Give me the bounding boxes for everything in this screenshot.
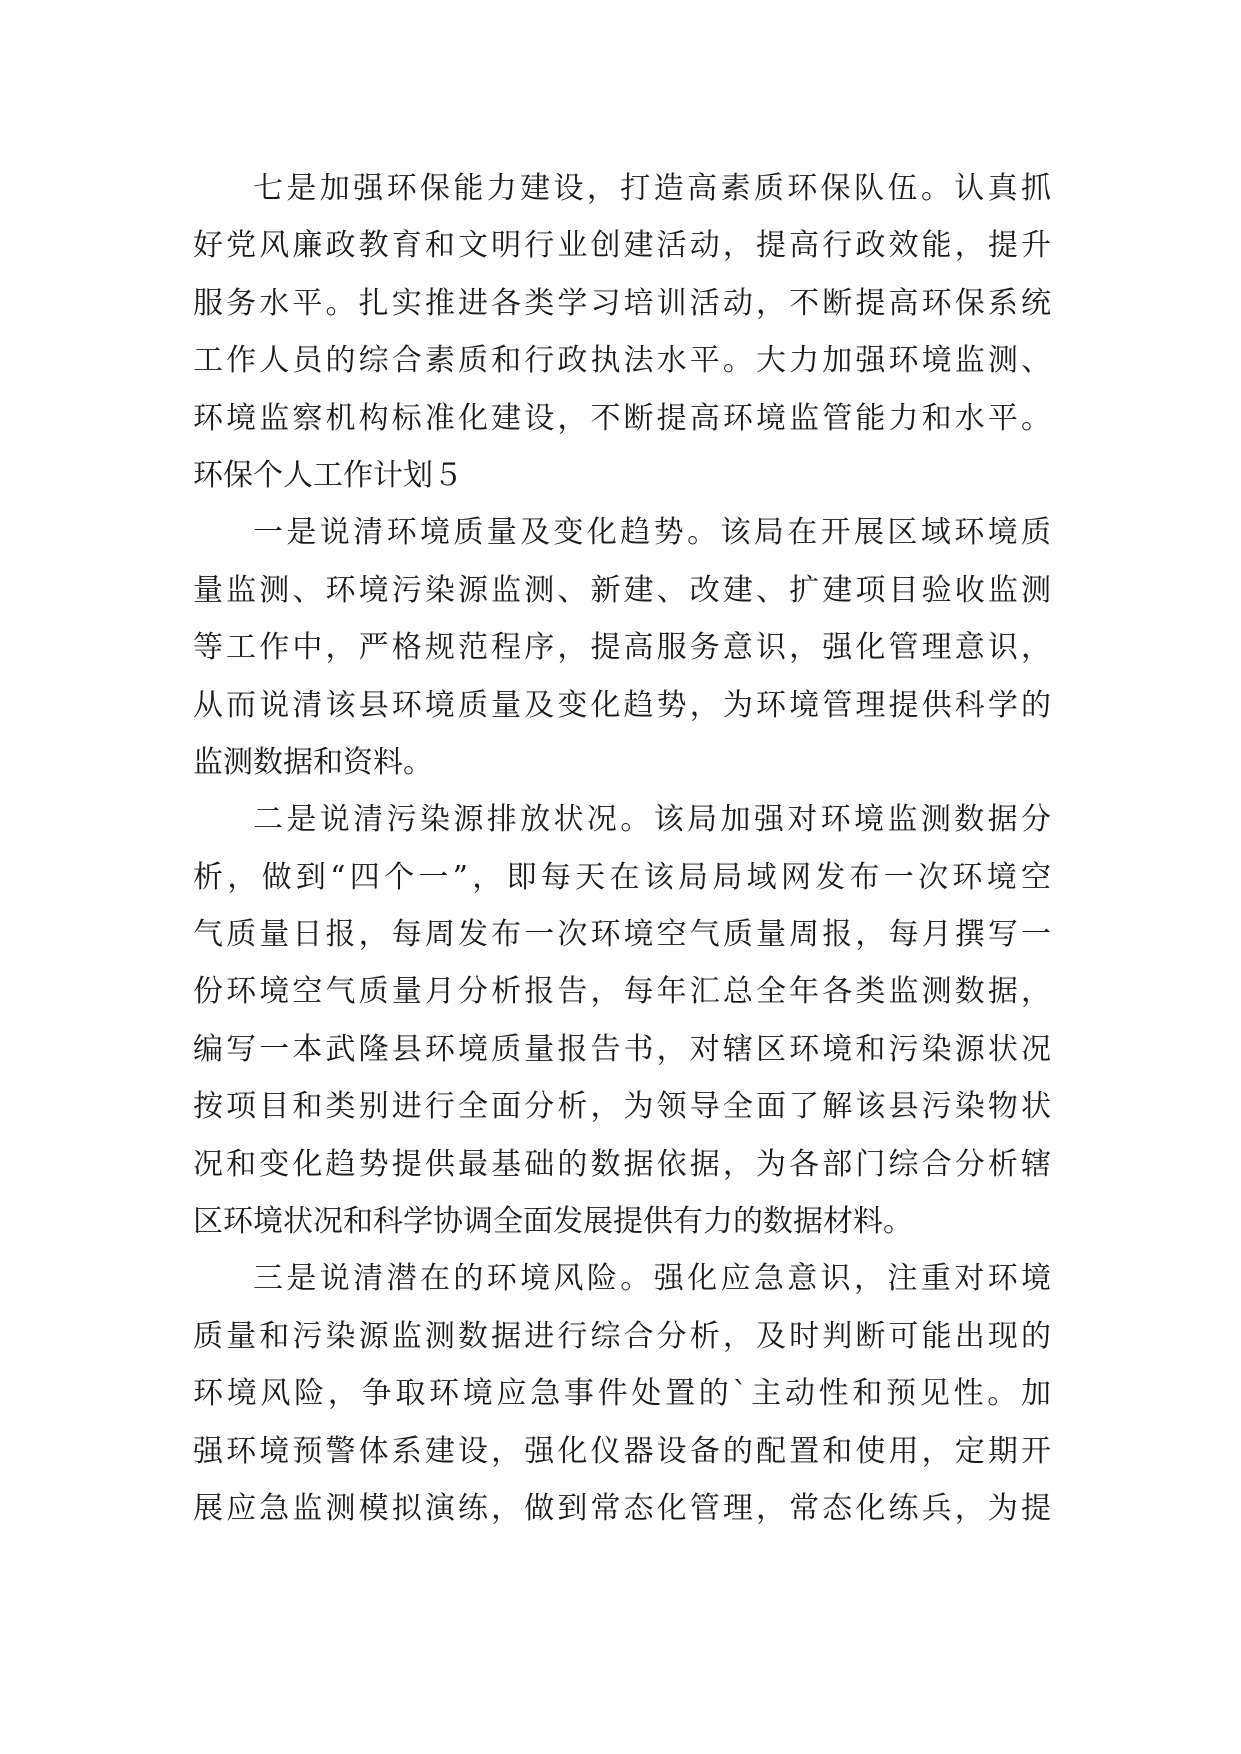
text-line: 服务水平。扎实推进各类学习培训活动，不断提高环保系统 [193,285,1051,321]
text-line: 展应急监测模拟演练，做到常态化管理，常态化练兵，为提 [193,1490,1051,1526]
text-line: 析，做到“四个一”，即每天在该局局域网发布一次环境空 [193,859,1051,895]
text-line: 二是说清污染源排放状况。该局加强对环境监测数据分 [253,802,1051,838]
text-line: 工作人员的综合素质和行政执法水平。大力加强环境监测、 [193,343,1051,379]
text-line: 等工作中，严格规范程序，提高服务意识，强化管理意识， [193,630,1051,666]
text-line: 编写一本武隆县环境质量报告书，对辖区环境和污染源状况 [193,1031,1051,1067]
text-line: 量监测、环境污染源监测、新建、改建、扩建项目验收监测 [193,572,1051,608]
text-line: 按项目和类别进行全面分析，为领导全面了解该县污染物状 [193,1089,1051,1125]
text-line: 环境风险，争取环境应急事件处置的`主动性和预见性。加 [193,1376,1051,1412]
text-line: 份环境空气质量月分析报告，每年汇总全年各类监测数据， [193,974,1051,1010]
text-line: 环境监察机构标准化建设，不断提高环境监管能力和水平。 [193,400,1051,436]
document-body [193,160,1051,1537]
text-line: 从而说清该县环境质量及变化趋势，为环境管理提供科学的 [193,687,1051,723]
text-line: 一是说清环境质量及变化趋势。该局在开展区域环境质 [253,515,1051,551]
text-line: 强环境预警体系建设，强化仪器设备的配置和使用，定期开 [193,1433,1051,1469]
text-line: 气质量日报，每周发布一次环境空气质量周报，每月撰写一 [193,917,1051,953]
text-line: 三是说清潜在的环境风险。强化应急意识，注重对环境 [253,1261,1051,1297]
text-line: 区环境状况和科学协调全面发展提供有力的数据材料。 [193,1204,913,1240]
text-line: 况和变化趋势提供最基础的数据依据，为各部门综合分析辖 [193,1146,1051,1182]
section-heading: 环保个人工作计划５ [193,457,463,493]
text-line: 监测数据和资料。 [193,744,433,780]
text-line: 质量和污染源监测数据进行综合分析，及时判断可能出现的 [193,1318,1051,1354]
text-line: 好党风廉政教育和文明行业创建活动，提高行政效能，提升 [193,228,1051,264]
text-line: 七是加强环保能力建设，打造高素质环保队伍。认真抓 [253,171,1051,206]
